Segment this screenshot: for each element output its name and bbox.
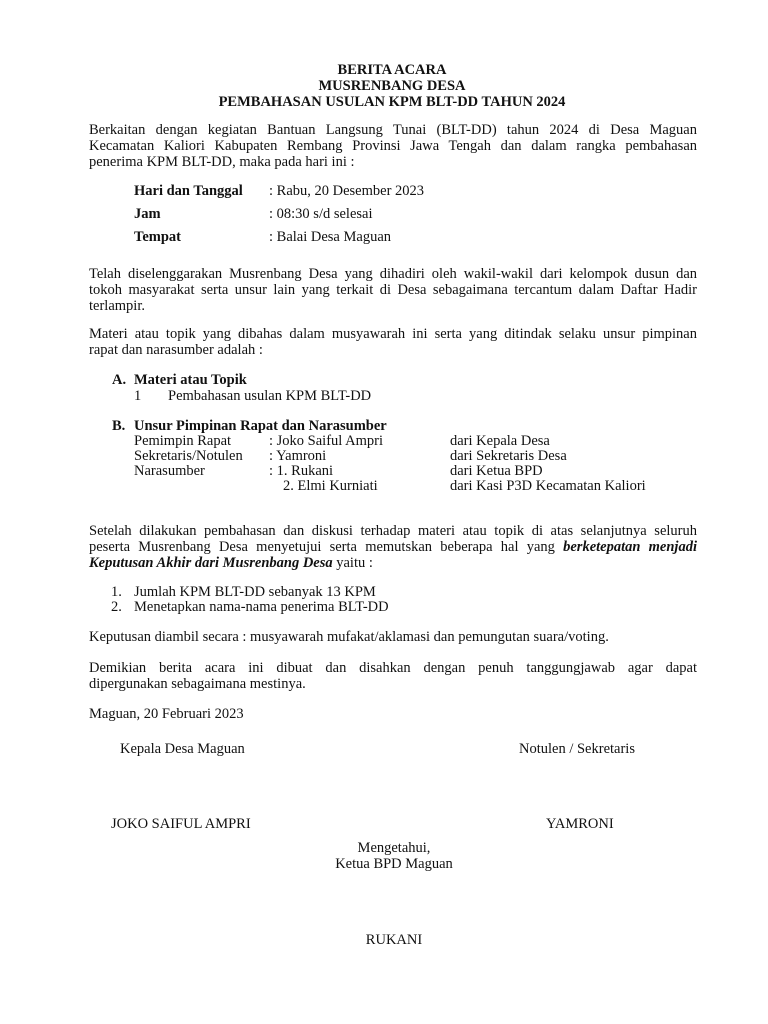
section-b-title: Unsur Pimpinan Rapat dan Narasumber	[134, 418, 387, 434]
participant-origin: dari Kasi P3D Kecamatan Kaliori	[450, 478, 646, 494]
event-label-time: Jam	[134, 206, 161, 222]
section-a-marker: A.	[112, 372, 127, 388]
closing-line: Demikian berita acara ini dibuat dan disahkan dengan penuh tanggungjawab agar dapat	[89, 660, 697, 676]
acknowledged-label: Mengetahui,	[357, 840, 431, 856]
participant-origin: dari Kepala Desa	[450, 433, 550, 449]
event-value-place: : Balai Desa Maguan	[269, 229, 392, 245]
signature-left-name: JOKO SAIFUL AMPRI	[111, 816, 251, 832]
participant-origin: dari Ketua BPD	[450, 463, 543, 479]
participant-role: Pemimpin Rapat	[134, 433, 232, 449]
discussion-line: Setelah dilakukan pembahasan dan diskusi terhadap materi atau topik di atas selanjutnya seluruh	[89, 523, 697, 539]
materials-intro-line: Materi atau topik yang dibahas dalam musyawarah ini serta yang ditindak selaku unsur pimpinan	[89, 326, 697, 342]
participant-role: Sekretaris/Notulen	[134, 448, 243, 464]
signature-right-title: Notulen / Sekretaris	[519, 741, 635, 757]
participant-name: : Yamroni	[269, 448, 327, 464]
document-title-line2: MUSRENBANG DESA	[318, 78, 466, 94]
section-b-marker: B.	[112, 418, 126, 434]
acknowledged-title: Ketua BPD Maguan	[335, 856, 453, 872]
discussion-emphasis: berketepatan menjadi	[563, 539, 697, 555]
event-label-place: Tempat	[134, 229, 181, 245]
decision-method: Keputusan diambil secara : musyawarah mufakat/aklamasi dan pemungutan suara/voting.	[89, 629, 609, 645]
event-value-time: : 08:30 s/d selesai	[269, 206, 373, 222]
intro-paragraph	[89, 122, 697, 170]
decision-text: Menetapkan nama-nama penerima BLT-DD	[134, 599, 389, 615]
section-a-title: Materi atau Topik	[134, 372, 247, 388]
held-line: terlampir.	[89, 298, 145, 314]
participant-role: Narasumber	[134, 463, 205, 479]
participant-name: 2. Elmi Kurniati	[283, 478, 378, 494]
participant-name: : Joko Saiful Ampri	[269, 433, 383, 449]
section-a-item-text: Pembahasan usulan KPM BLT-DD	[168, 388, 372, 404]
decision-number: 2.	[111, 599, 122, 615]
signature-left-title: Kepala Desa Maguan	[120, 741, 245, 757]
materials-intro-line: rapat dan narasumber adalah :	[89, 342, 263, 358]
closing-paragraph	[89, 660, 697, 692]
intro-line: Kecamatan Kaliori Kabupaten Rembang Provinsi Jawa Tengah dan dalam rangka pembahasan	[89, 138, 697, 154]
document-title-line1: BERITA ACARA	[337, 62, 447, 78]
materials-intro-paragraph	[89, 326, 697, 358]
event-label-date: Hari dan Tanggal	[134, 183, 243, 199]
closing-line: dipergunakan sebagaimana mestinya.	[89, 676, 306, 692]
intro-line: Berkaitan dengan kegiatan Bantuan Langsung Tunai (BLT-DD) tahun 2024 di Desa Maguan	[89, 122, 697, 138]
discussion-paragraph	[89, 523, 697, 571]
intro-line: penerima KPM BLT-DD, maka pada hari ini :	[89, 154, 355, 170]
held-paragraph	[89, 266, 697, 314]
discussion-text: peserta Musrenbang Desa menyetujui serta memutskan beberapa hal yang	[89, 539, 564, 555]
acknowledged-name: RUKANI	[365, 932, 423, 948]
signature-right-name: YAMRONI	[546, 816, 614, 832]
held-line: tokoh masyarakat serta unsur lain yang terkait di Desa sebagaimana tercantum dalam Daftar Hadir	[89, 282, 697, 298]
discussion-line	[89, 539, 697, 555]
participant-origin: dari Sekretaris Desa	[450, 448, 567, 464]
decision-number: 1.	[111, 584, 122, 600]
discussion-line	[89, 555, 697, 571]
event-value-date: : Rabu, 20 Desember 2023	[269, 183, 425, 199]
discussion-text: yaitu :	[332, 555, 373, 571]
discussion-emphasis: Keputusan Akhir dari Musrenbang Desa	[89, 555, 333, 571]
place-date: Maguan, 20 Februari 2023	[89, 706, 244, 722]
participant-name: : 1. Rukani	[269, 463, 334, 479]
decision-text: Jumlah KPM BLT-DD sebanyak 13 KPM	[134, 584, 376, 600]
document-title-line3: PEMBAHASAN USULAN KPM BLT-DD TAHUN 2024	[218, 94, 566, 110]
section-a-item-number: 1	[134, 388, 142, 404]
held-line: Telah diselenggarakan Musrenbang Desa yang dihadiri oleh wakil-wakil dari kelompok dusun dan	[89, 266, 697, 282]
